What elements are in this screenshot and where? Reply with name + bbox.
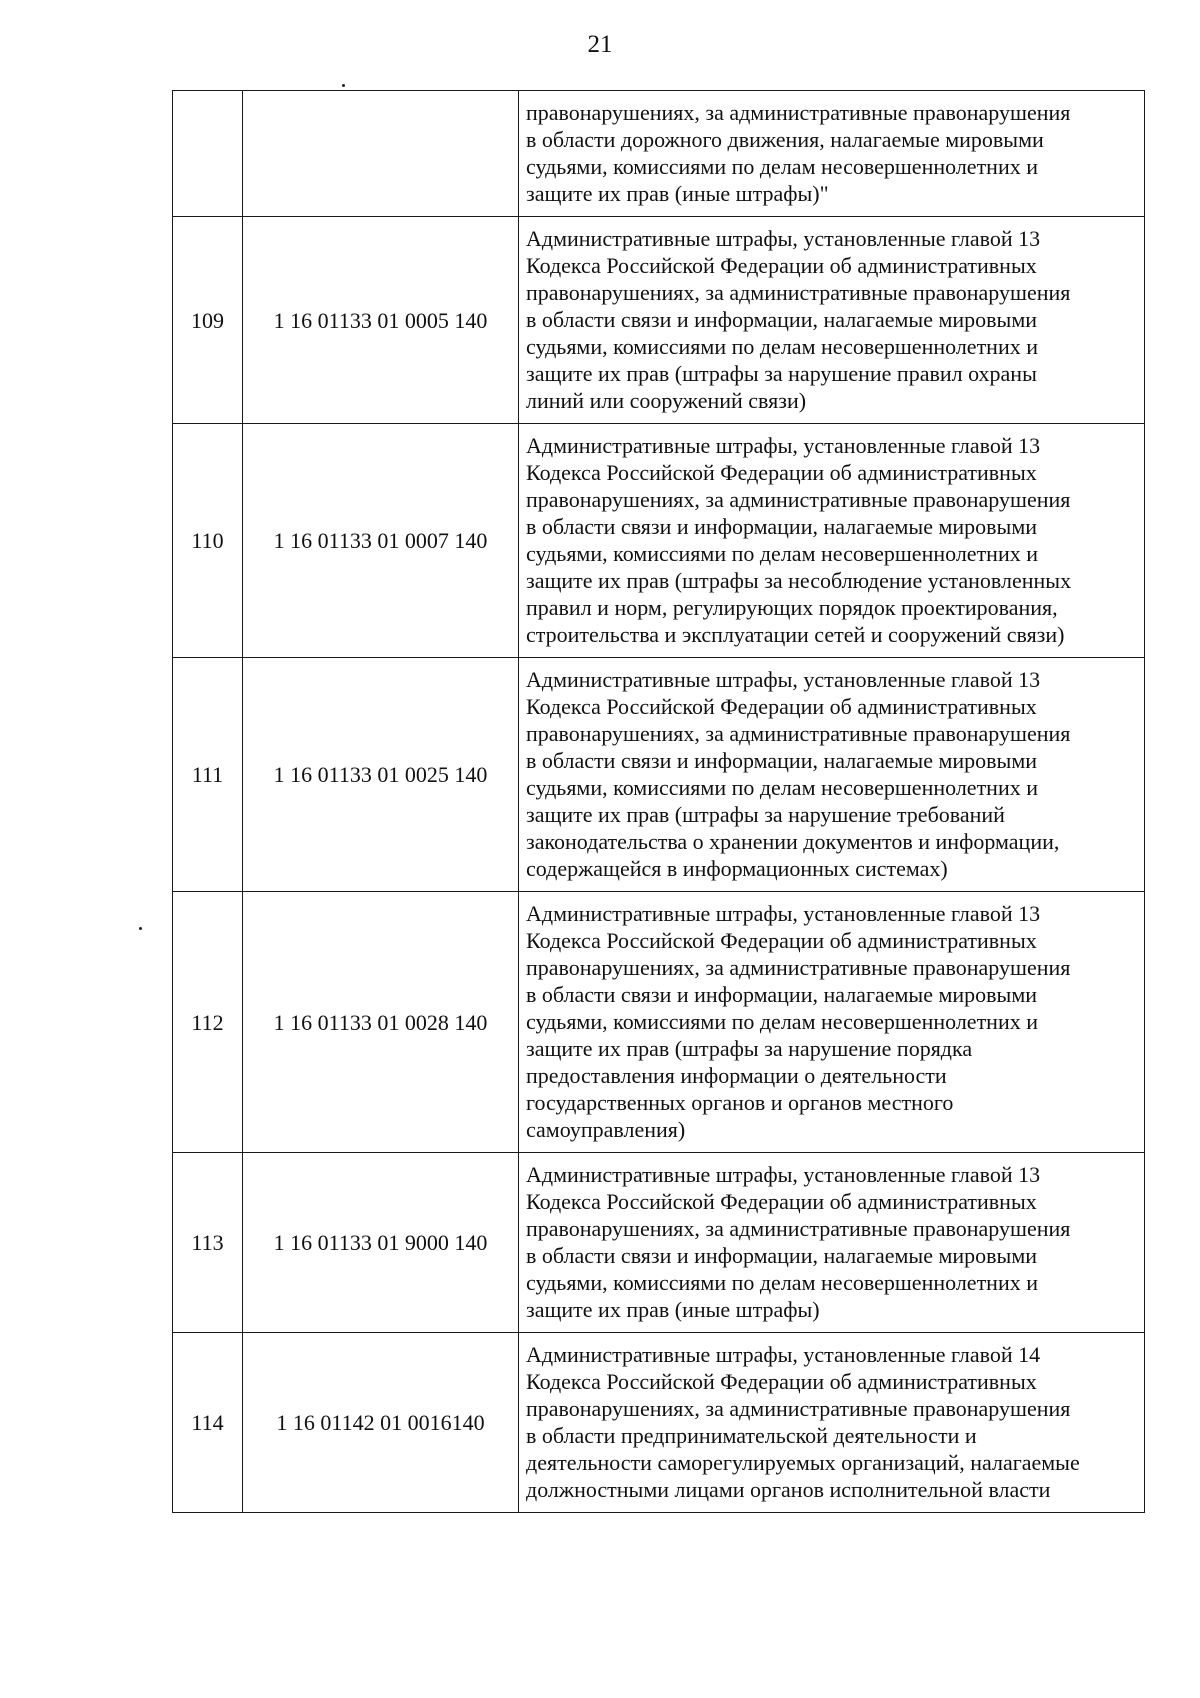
description-line: правонарушениях, за административные правонарушения: [526, 487, 1071, 512]
description-cell: [519, 91, 1145, 217]
description-line: судьями, комиссиями по делам несовершеннолетних и: [526, 541, 1039, 566]
scan-speck: [139, 927, 142, 930]
description-line: Административные штрафы, установленные главой 13: [526, 226, 1041, 251]
budget-code-cell: 1 16 01133 01 0007 140: [243, 424, 519, 658]
codes-table: [172, 90, 1145, 1513]
description-line: в области связи и информации, налагаемые мировыми: [526, 514, 1038, 539]
description-line: правонарушениях, за административные правонарушения: [526, 955, 1071, 980]
budget-code-cell: 1 16 01133 01 0005 140: [243, 217, 519, 424]
table-row: [173, 91, 1145, 217]
description-line: Административные штрафы, установленные главой 13: [526, 1162, 1041, 1187]
description-line: судьями, комиссиями по делам несовершеннолетних и: [526, 154, 1039, 179]
row-number-cell: 113: [173, 1153, 243, 1333]
description-line: содержащейся в информационных системах): [526, 856, 948, 881]
description-line: в области связи и информации, налагаемые мировыми: [526, 982, 1038, 1007]
row-number-cell: 114: [173, 1333, 243, 1513]
description-line: Кодекса Российской Федерации об административных: [526, 460, 1037, 485]
budget-code-cell: 1 16 01142 01 0016140: [243, 1333, 519, 1513]
description-line: в области связи и информации, налагаемые мировыми: [526, 307, 1038, 332]
description-line: в области дорожного движения, налагаемые мировыми: [526, 127, 1044, 152]
budget-code-cell: 1 16 01133 01 0028 140: [243, 892, 519, 1153]
row-number-cell: 111: [173, 658, 243, 892]
description-line: судьями, комиссиями по делам несовершеннолетних и: [526, 775, 1039, 800]
description-line: Кодекса Российской Федерации об административных: [526, 694, 1037, 719]
budget-code-cell: 1 16 01133 01 0025 140: [243, 658, 519, 892]
description-line: Кодекса Российской Федерации об административных: [526, 1369, 1037, 1394]
description-line: должностными лицами органов исполнительной власти: [526, 1477, 1051, 1502]
description-line: Административные штрафы, установленные главой 14: [526, 1342, 1041, 1367]
description-line: судьями, комиссиями по делам несовершеннолетних и: [526, 334, 1039, 359]
table-row: [173, 658, 1145, 892]
description-line: Административные штрафы, установленные главой 13: [526, 433, 1041, 458]
description-line: судьями, комиссиями по делам несовершеннолетних и: [526, 1270, 1039, 1295]
table-row: [173, 1153, 1145, 1333]
row-number-cell: 110: [173, 424, 243, 658]
description-line: правонарушениях, за административные правонарушения: [526, 100, 1071, 125]
description-line: Кодекса Российской Федерации об административных: [526, 253, 1037, 278]
budget-code-cell: 1 16 01133 01 9000 140: [243, 1153, 519, 1333]
description-line: защите их прав (иные штрафы)": [526, 181, 829, 206]
codes-table-body: [173, 91, 1145, 1513]
table-row: [173, 217, 1145, 424]
row-number-cell: 109: [173, 217, 243, 424]
description-line: самоуправления): [526, 1117, 686, 1142]
description-cell: [519, 658, 1145, 892]
description-line: в области связи и информации, налагаемые мировыми: [526, 1243, 1038, 1268]
description-line: защите их прав (штрафы за несоблюдение установленных: [526, 568, 1072, 593]
description-line: защите их прав (иные штрафы): [526, 1297, 820, 1322]
table-row: [173, 892, 1145, 1153]
table-row: [173, 424, 1145, 658]
description-line: защите их прав (штрафы за нарушение порядка: [526, 1036, 973, 1061]
description-line: деятельности саморегулируемых организаций, налагаемые: [526, 1450, 1080, 1475]
description-line: Административные штрафы, установленные главой 13: [526, 667, 1041, 692]
description-cell: [519, 1333, 1145, 1513]
description-cell: [519, 217, 1145, 424]
description-line: правонарушениях, за административные правонарушения: [526, 1396, 1071, 1421]
description-line: правонарушениях, за административные правонарушения: [526, 1216, 1071, 1241]
description-line: линий или сооружений связи): [526, 388, 807, 413]
description-line: строительства и эксплуатации сетей и сооружений связи): [526, 622, 1065, 647]
description-line: Кодекса Российской Федерации об административных: [526, 1189, 1037, 1214]
description-line: Кодекса Российской Федерации об административных: [526, 928, 1037, 953]
description-line: защите их прав (штрафы за нарушение требований: [526, 802, 1005, 827]
description-cell: [519, 1153, 1145, 1333]
row-number-cell: 112: [173, 892, 243, 1153]
budget-code-cell: [243, 91, 519, 217]
description-line: предоставления информации о деятельности: [526, 1063, 947, 1088]
description-line: в области связи и информации, налагаемые мировыми: [526, 748, 1038, 773]
description-line: правил и норм, регулирующих порядок проектирования,: [526, 595, 1058, 620]
scan-speck: [342, 84, 345, 87]
description-line: правонарушениях, за административные правонарушения: [526, 280, 1071, 305]
description-line: защите их прав (штрафы за нарушение правил охраны: [526, 361, 1037, 386]
description-line: законодательства о хранении документов и информации,: [526, 829, 1060, 854]
description-cell: [519, 424, 1145, 658]
row-number-cell: [173, 91, 243, 217]
page-number: 21: [587, 31, 613, 58]
description-line: государственных органов и органов местного: [526, 1090, 954, 1115]
description-line: судьями, комиссиями по делам несовершеннолетних и: [526, 1009, 1039, 1034]
description-cell: [519, 892, 1145, 1153]
description-line: Административные штрафы, установленные главой 13: [526, 901, 1041, 926]
description-line: в области предпринимательской деятельности и: [526, 1423, 977, 1448]
description-line: правонарушениях, за административные правонарушения: [526, 721, 1071, 746]
table-row: [173, 1333, 1145, 1513]
